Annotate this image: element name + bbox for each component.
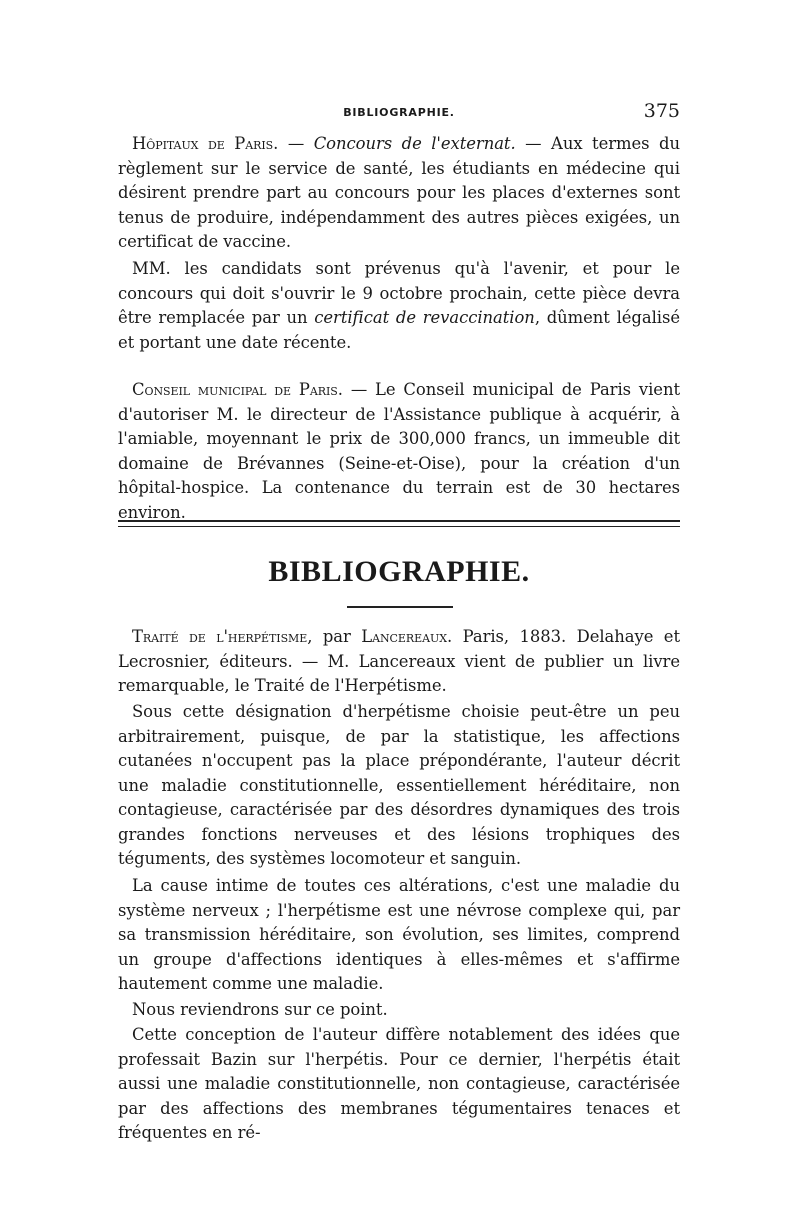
- review-paragraph: Nous reviendrons sur ce point.: [132, 1000, 388, 1019]
- news-body: — Le Conseil municipal de Paris vient d'autoriser M. le directeur de l'Assistance publique à acquérir, à l'amiable, moyennant le prix de 300,000 francs, un immeuble dit domaine de Brévannes (Seine-et-Oise), pour la création d'un hôpital-hospice. La contenance du terrain est de 30 hectares environ.: [118, 380, 680, 522]
- news-heading: Hôpitaux de Paris.: [132, 134, 279, 153]
- news-separator: —: [278, 134, 314, 153]
- news-item-candidats: [118, 257, 680, 355]
- review-author: Lancereaux.: [361, 627, 453, 646]
- news-body: , dûment légalisé et portant une date récente.: [118, 308, 680, 352]
- running-head: [118, 100, 680, 124]
- section-divider-top: [118, 520, 680, 522]
- news-heading: Conseil municipal de Paris.: [132, 380, 343, 399]
- section-divider-bottom: [118, 526, 680, 527]
- section-title-rule: [347, 606, 453, 608]
- news-item-conseil: [118, 378, 680, 525]
- review-lead-text: Paris, 1883. Delahaye et Lecrosnier, éditeurs. — M. Lancereaux vient de publier un livre remarquable, le Traité de l'Herpétisme.: [118, 627, 680, 695]
- page-number: 375: [643, 100, 680, 122]
- review-by: par: [312, 627, 362, 646]
- news-body: — Aux termes du règlement sur le service de santé, les étudiants en médecine qui désirent prendre part au concours pour les places d'externes sont tenus de produire, indépendamment des autres pièces exigées, un certificat de vaccine.: [118, 134, 680, 251]
- review-paragraph: La cause intime de toutes ces altérations, c'est une maladie du système nerveux ; l'herpétisme est une névrose complexe qui, par sa transmission héréditaire, son évolution, ses limites, comprend un groupe d'affections identiques à elles-mêmes et s'affirme hautement comme une maladie.: [118, 876, 680, 993]
- review-title: Traité de l'herpétisme,: [132, 627, 313, 646]
- review-paragraph: Cette conception de l'auteur diffère notablement des idées que professait Bazin sur l'herpétis. Pour ce dernier, l'herpétis était aussi une maladie constitutionnelle, non contagieuse, caractérisée par des affections des membranes tégumentaires tenaces et fréquentes en ré-: [118, 1025, 680, 1142]
- review-paragraph: Sous cette désignation d'herpétisme choisie peut-être un peu arbitrairement, puisque, de par la statistique, les affections cutanées n'occupent pas la place prépondérante, l'auteur décrit une maladie constitutionnelle, essentiellement héréditaire, non contagieuse, caractérisée par des désordres dynamiques des trois grandes fonctions nerveuses et des lésions trophiques des téguments, des systèmes locomoteur et sanguin.: [118, 702, 680, 868]
- news-body: MM. les candidats sont prévenus qu'à l'avenir, et pour le concours qui doit s'ouvrir le 9 octobre prochain, cette pièce devra être remplacée par un: [118, 259, 680, 327]
- news-subject: Concours de l'externat.: [313, 134, 516, 153]
- review-lead: [118, 625, 680, 699]
- running-title: BIBLIOGRAPHIE.: [343, 106, 455, 119]
- section-title: BIBLIOGRAPHIE.: [268, 555, 530, 588]
- news-emphasis: certificat de revaccination: [314, 308, 535, 327]
- news-item-hopitaux: [118, 132, 680, 255]
